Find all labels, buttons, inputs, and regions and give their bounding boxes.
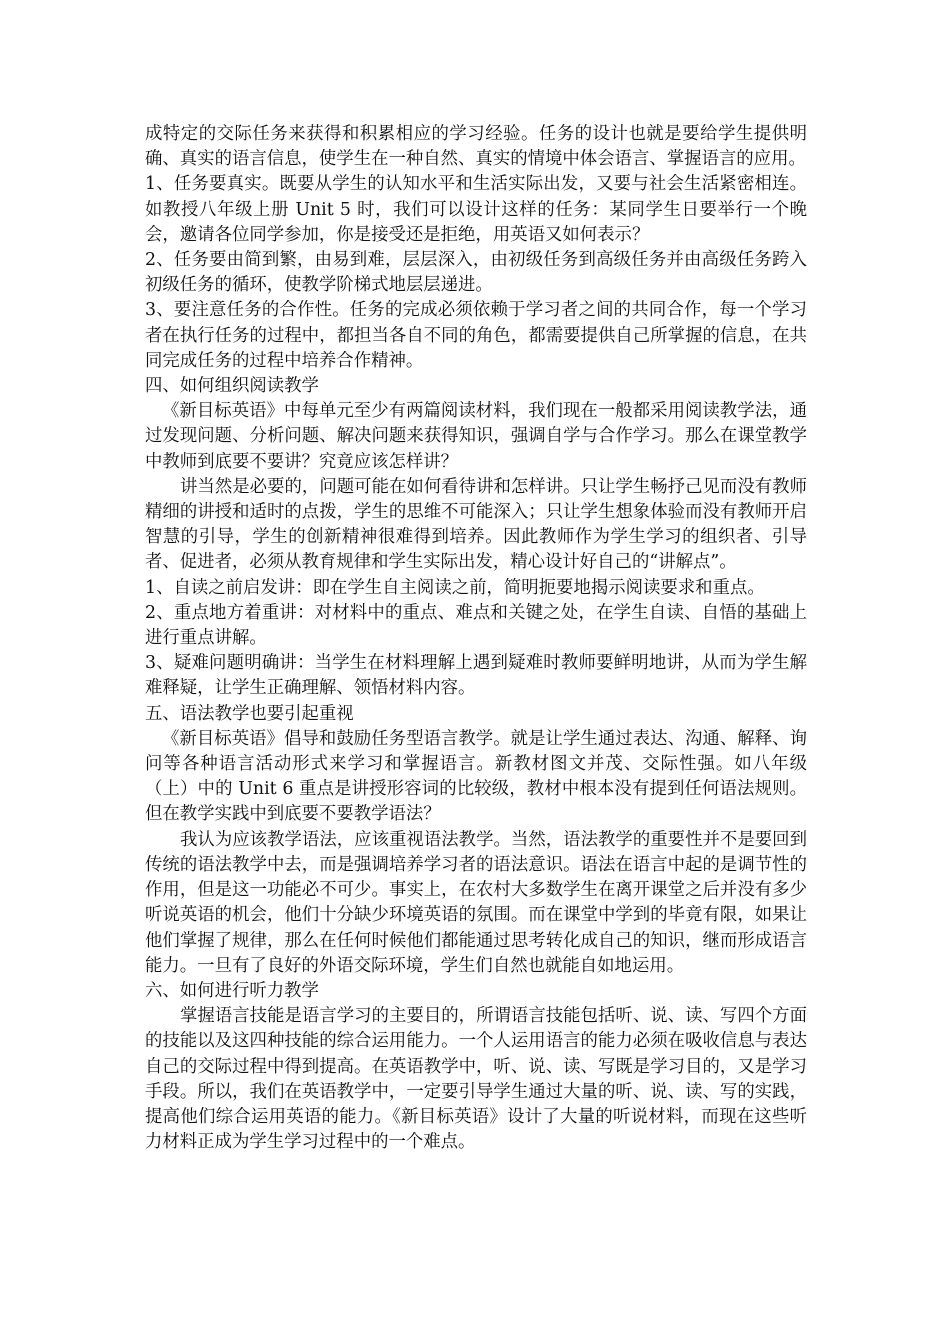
list-item: 3、疑难问题明确讲：当学生在材料理解上遇到疑难时教师要鲜明地讲，从而为学生解难释疑，让学生正确理解、领悟材料内容。 (145, 653, 807, 699)
list-item: 3、要注意任务的合作性。任务的完成必须依赖于学习者之间的共同合作，每一个学习者在执行任务的过程中，都担当各自不同的角色，都需要提供自己所掌握的信息，在共同完成任务的过程中培养合作精神。 (145, 300, 807, 371)
document-body (145, 122, 807, 1155)
section-heading: 六、如何进行听力教学 (145, 980, 319, 1001)
list-item: 1、自读之前启发讲：即在学生自主阅读之前，简明扼要地揭示阅读要求和重点。 (145, 577, 765, 598)
paragraph: 《新目标英语》倡导和鼓励任务型语言教学。就是让学生通过表达、沟通、解释、询问等各种语言活动形式来学习和掌握语言。新教材图文并茂、交际性强。如八年级（上）中的 Unit 6 重点是讲授形容词的比较级，教材中根本没有提到任何语法规则。但在教学实践中到底要不要教学语法？ (145, 728, 807, 825)
section-heading: 四、如何组织阅读教学 (145, 376, 319, 397)
list-item: 1、任务要真实。既要从学生的认知水平和生活实际出发，又要与社会生活紧密相连。如教授八年级上册 Unit 5 时，我们可以设计这样的任务：某同学生日要举行一个晚会，邀请各位同学参加，你是接受还是拒绝，用英语又如何表示？ (145, 174, 807, 245)
paragraph: 《新目标英语》中每单元至少有两篇阅读材料，我们现在一般都采用阅读教学法，通过发现问题、分析问题、解决问题来获得知识，强调自学与合作学习。那么在课堂教学中教师到底要不要讲？究竟应该怎样讲？ (145, 401, 807, 472)
section-heading: 五、语法教学也要引起重视 (145, 703, 354, 724)
list-item: 2、重点地方着重讲：对材料中的重点、难点和关键之处，在学生自读、自悟的基础上进行重点讲解。 (145, 602, 807, 649)
paragraph: 讲当然是必要的，问题可能在如何看待讲和怎样讲。只让学生畅抒己见而没有教师精细的讲授和适时的点拨，学生的思维不可能深入；只让学生想象体验而没有教师开启智慧的引导，学生的创新精神很难得到培养。因此教师作为学生学习的组织者、引导者、促进者，必须从教育规律和学生实际出发，精心设计好自己的“讲解点”。 (145, 476, 807, 573)
paragraph: 我认为应该教学语法，应该重视语法教学。当然，语法教学的重要性并不是要回到传统的语法教学中去，而是强调培养学习者的语法意识。语法在语言中起的是调节性的作用，但是这一功能必不可少。事实上，在农村大多数学生在离开课堂之后并没有多少听说英语的机会，他们十分缺少环境英语的氛围。而在课堂中学到的毕竟有限，如果让他们掌握了规律，那么在任何时候他们都能通过思考转化成自己的知识，继而形成语言能力。一旦有了良好的外语交际环境，学生们自然也就能自如地运用。 (145, 829, 807, 976)
paragraph: 成特定的交际任务来获得和积累相应的学习经验。任务的设计也就是要给学生提供明确、真实的语言信息，使学生在一种自然、真实的情境中体会语言、掌握语言的应用。 (145, 124, 807, 170)
list-item: 2、任务要由简到繁，由易到难，层层深入，由初级任务到高级任务并由高级任务跨入初级任务的循环，使教学阶梯式地层层递进。 (145, 250, 807, 296)
paragraph: 掌握语言技能是语言学习的主要目的，所谓语言技能包括听、说、读、写四个方面的技能以及这四种技能的综合运用能力。一个人运用语言的能力必须在吸收信息与表达自己的交际过程中得到提高。在英语教学中，听、说、读、写既是学习目的，又是学习手段。所以，我们在英语教学中，一定要引导学生通过大量的听、说、读、写的实践，提高他们综合运用英语的能力。《新目标英语》设计了大量的听说材料，而现在这些听力材料正成为学生学习过程中的一个难点。 (145, 1006, 807, 1153)
